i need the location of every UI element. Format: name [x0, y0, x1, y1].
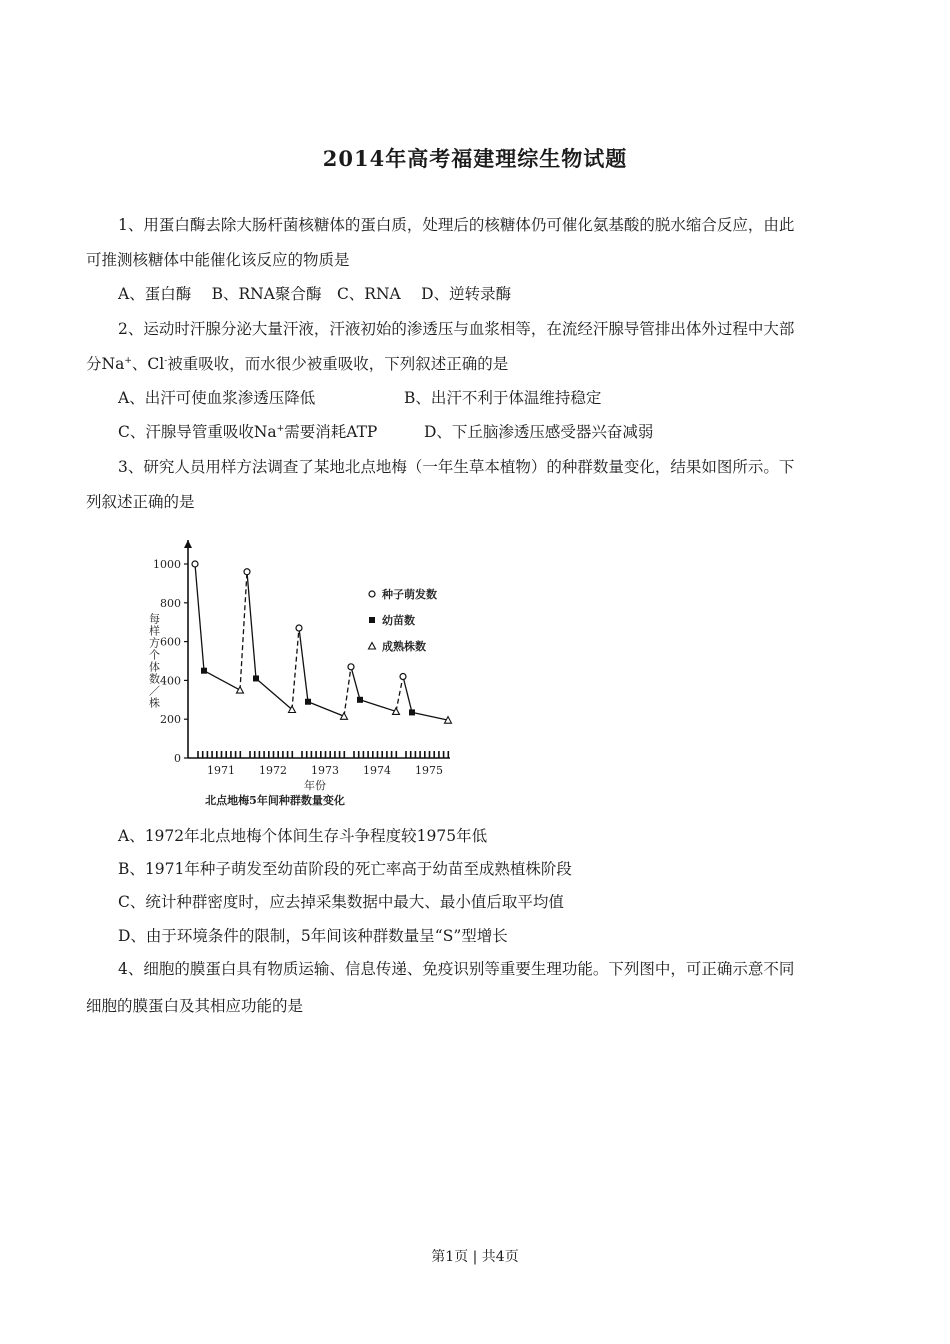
- point-seed-germination: [244, 569, 250, 575]
- x-tick-label: 1973: [311, 764, 339, 777]
- y-tick-label: 400: [160, 674, 181, 688]
- q2-text-c: 被重吸收，而水很少被重吸收，下列叙述正确的是: [167, 355, 509, 373]
- point-seed-germination: [192, 561, 198, 567]
- y-tick-label: 200: [160, 713, 181, 727]
- q2-optc-sup: +: [276, 423, 285, 434]
- chart-title: 北点地梅5年间种群数量变化: [205, 794, 345, 807]
- q4-stem-line2: 细胞的膜蛋白及其相应功能的是: [86, 997, 304, 1015]
- point-seedling: [305, 699, 311, 705]
- series-connector-dashed: [240, 572, 247, 690]
- point-seedling: [409, 709, 415, 715]
- legend-label: 成熟株数: [382, 640, 426, 653]
- q3-option-a: A、1972年北点地梅个体间生存斗争程度较1975年低: [118, 827, 488, 845]
- x-tick-label: 1972: [259, 764, 287, 777]
- point-seed-germination: [348, 664, 354, 670]
- page-footer: 第1页 | 共4页: [431, 1249, 519, 1265]
- q2-text-b: 、Cl: [131, 355, 165, 373]
- q2-option-b: B、出汗不利于体温维持稳定: [404, 389, 602, 407]
- legend-marker-square: [369, 617, 375, 623]
- series-connector: [247, 572, 256, 679]
- population-chart-svg: [140, 520, 490, 810]
- q2-sup1: +: [124, 355, 132, 366]
- series-connector: [299, 628, 308, 702]
- series-connector: [256, 678, 292, 709]
- point-seed-germination: [296, 625, 302, 631]
- legend-label: 种子萌发数: [382, 588, 437, 601]
- series-connector-dashed: [292, 628, 299, 709]
- series-connector: [351, 667, 360, 700]
- series-connector: [403, 677, 412, 713]
- q3-option-c: C、统计种群密度时，应去掉采集数据中最大、最小值后取平均值: [118, 893, 564, 911]
- series-connector-dashed: [344, 667, 351, 716]
- q2-optc-text-b: 需要消耗ATP: [284, 423, 378, 441]
- x-tick-label: 1971: [207, 764, 235, 777]
- q3-option-d: D、由于环境条件的限制，5年间该种群数量呈“S”型增长: [118, 927, 508, 945]
- x-axis-label: 年份: [304, 779, 326, 792]
- y-tick-label: 600: [160, 635, 181, 649]
- y-tick-label: 1000: [153, 558, 181, 571]
- q1-options: A、蛋白酶 B、RNA聚合酶 C、RNA D、逆转录酶: [118, 285, 512, 303]
- q2-stem-line2: [86, 354, 508, 374]
- q2-option-c: [118, 422, 377, 442]
- y-axis-arrow: [184, 540, 192, 548]
- q2-stem-line1: 2、运动时汗腺分泌大量汗液，汗液初始的渗透压与血浆相等，在流经汗腺导管排出体外过程中大部: [118, 320, 795, 338]
- q2-optc-text-a: C、汗腺导管重吸收Na: [118, 423, 277, 441]
- legend-label: 幼苗数: [382, 614, 415, 627]
- point-mature: [341, 713, 348, 720]
- point-seedling: [253, 675, 259, 681]
- page-title: 2014年高考福建理综生物试题: [322, 146, 628, 171]
- q3-stem-line2: 列叙述正确的是: [86, 493, 195, 511]
- point-seedling: [201, 668, 207, 674]
- population-chart: [140, 520, 490, 810]
- series-connector-dashed: [396, 677, 403, 712]
- y-tick-label: 0: [174, 752, 181, 765]
- q2-option-d: D、下丘脑渗透压感受器兴奋减弱: [424, 423, 654, 441]
- q4-stem-line1: 4、细胞的膜蛋白具有物质运输、信息传递、免疫识别等重要生理功能。下列图中，可正确示意不同: [118, 960, 795, 978]
- point-seed-germination: [400, 674, 406, 680]
- y-tick-label: 800: [160, 596, 181, 610]
- series-connector: [204, 671, 240, 690]
- series-connector: [195, 564, 204, 671]
- y-axis-label: 每样方个体数／株: [147, 613, 161, 709]
- point-mature: [237, 687, 244, 694]
- legend-marker-triangle: [369, 643, 376, 650]
- q3-stem-line1: 3、研究人员用样方法调查了某地北点地梅（一年生草本植物）的种群数量变化，结果如图所示。下: [118, 458, 795, 476]
- q3-option-b: B、1971年种子萌发至幼苗阶段的死亡率高于幼苗至成熟植株阶段: [118, 860, 572, 878]
- point-seedling: [357, 697, 363, 703]
- q2-option-a: A、出汗可使血浆渗透压降低: [118, 389, 316, 407]
- series-connector: [360, 700, 396, 712]
- legend-marker-circle: [369, 591, 375, 597]
- series-connector: [412, 712, 448, 720]
- q1-stem-line2: 可推测核糖体中能催化该反应的物质是: [86, 251, 350, 269]
- q1-stem-line1: 1、用蛋白酶去除大肠杆菌核糖体的蛋白质，处理后的核糖体仍可催化氨基酸的脱水缩合反应，由此: [118, 216, 795, 234]
- q2-text-a: 分Na: [86, 355, 125, 373]
- x-tick-label: 1974: [363, 764, 391, 777]
- series-connector: [308, 702, 344, 717]
- q2-sup2: -: [164, 355, 168, 366]
- x-tick-label: 1975: [415, 764, 443, 777]
